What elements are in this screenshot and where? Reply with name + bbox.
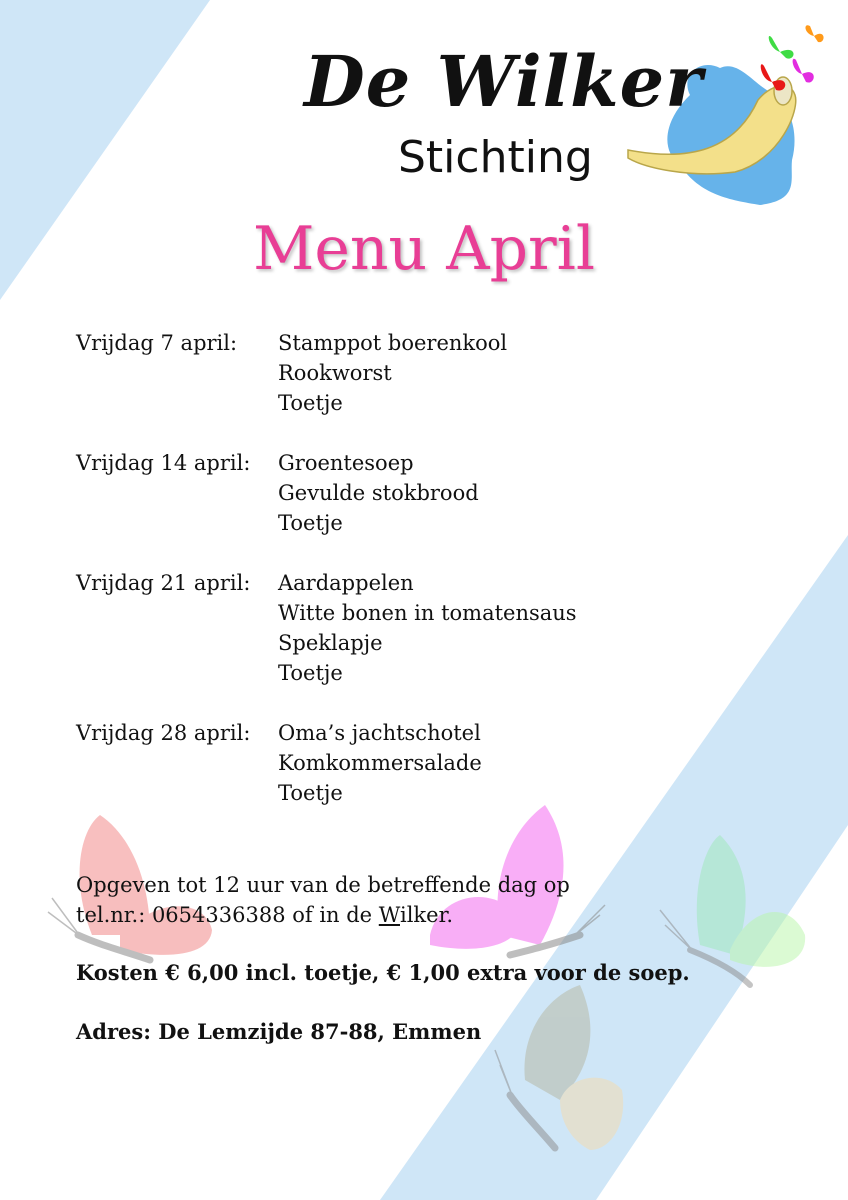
menu-dishes [278, 448, 479, 538]
menu-dish: Rookworst [278, 361, 392, 385]
menu-list [76, 328, 696, 838]
small-butterfly-orange-icon [805, 25, 823, 42]
menu-dishes [278, 328, 507, 418]
cost-text: Kosten € 6,00 incl. toetje, € 1,00 extra voor de soep. [76, 960, 690, 985]
menu-dishes [278, 568, 577, 688]
signup-line-1: Opgeven tot 12 uur van de betreffende dag op [76, 873, 570, 897]
menu-entry-april-21 [76, 568, 696, 688]
menu-entry-april-14 [76, 448, 696, 538]
logo-title: De Wilker [304, 40, 704, 123]
menu-dish: Toetje [278, 781, 343, 805]
menu-entry-april-28 [76, 718, 696, 808]
signup-info [76, 870, 716, 930]
signup-underlined-letter: W [378, 903, 400, 927]
menu-dish: Gevulde stokbrood [278, 481, 479, 505]
menu-dish: Oma’s jachtschotel [278, 721, 481, 745]
menu-dish: Stamppot boerenkool [278, 331, 508, 355]
signup-suffix-text: ilker. [400, 903, 453, 927]
small-butterfly-magenta-icon [793, 59, 814, 83]
menu-day-label: Vrijdag 14 april: [76, 451, 251, 475]
menu-day-label: Vrijdag 28 april: [76, 721, 251, 745]
menu-day-label: Vrijdag 7 april: [76, 331, 238, 355]
menu-dishes [278, 718, 482, 808]
menu-dish: Toetje [278, 511, 343, 535]
menu-dish: Groentesoep [278, 451, 414, 475]
menu-dish: Speklapje [278, 631, 383, 655]
address-text: Adres: De Lemzijde 87-88, Emmen [76, 1019, 482, 1044]
small-butterfly-green-icon [769, 36, 794, 59]
menu-dish: Toetje [278, 391, 343, 415]
menu-dish: Toetje [278, 661, 343, 685]
page-title: Menu April [252, 214, 596, 284]
menu-dish: Aardappelen [278, 571, 414, 595]
menu-dish: Witte bonen in tomatensaus [278, 601, 577, 625]
signup-phone-text: tel.nr.: 0654336388 of in de [76, 903, 379, 927]
logo-subtitle: Stichting [398, 132, 593, 183]
menu-dish: Komkommersalade [278, 751, 482, 775]
menu-day-label: Vrijdag 21 april: [76, 571, 251, 595]
signup-line-2 [76, 900, 716, 930]
menu-entry-april-7 [76, 328, 696, 418]
